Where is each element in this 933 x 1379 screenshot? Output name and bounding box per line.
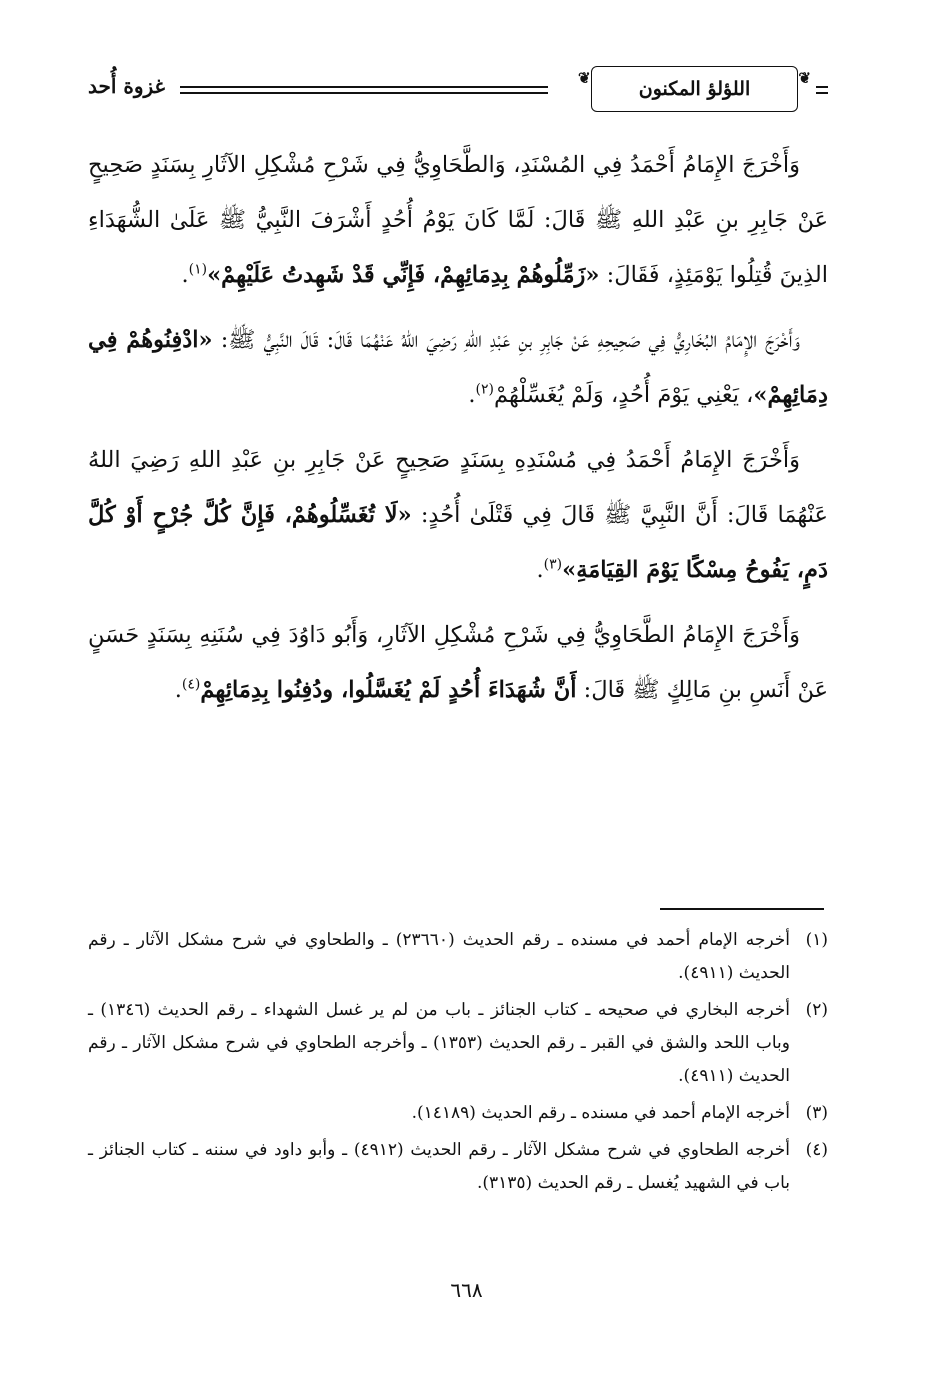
footnote-ref[interactable]: (٤) — [181, 676, 201, 693]
paragraph-end: . — [468, 382, 476, 408]
footnote-text: أخرجه الإمام أحمد في مسنده ـ رقم الحديث (١٤١٨٩). — [411, 1103, 790, 1123]
footnote-ref[interactable]: (٣) — [543, 556, 563, 573]
footnote-number: (١) — [805, 930, 828, 950]
hadith-quote: أَنَّ شُهَدَاءَ أُحُدٍ لَمْ يُغَسَّلُوا، ودُفِنُوا بِدِمَائِهِمْ — [200, 677, 577, 703]
footnote-text: أخرجه البخاري في صحيحه ـ كتاب الجنائز ـ باب من لم ير غسل الشهداء ـ رقم الحديث (١٣٤٦) ـ وباب اللحد والشق في القبر ـ رقم الحديث (١٣٥٣) ـ وأخرجه الطحاوي في شرح مشكل الآثار ـ رقم الحديث (٤٩١١). — [88, 1000, 790, 1086]
ornament-icon: ❦ — [578, 69, 591, 87]
footnotes — [88, 924, 828, 1204]
footnote-ref[interactable]: (١) — [188, 261, 208, 278]
chapter-title: غزوة أُحد — [88, 74, 166, 98]
footnote-number: (٤) — [805, 1140, 828, 1160]
hadith-quote: «لَا تُغَسِّلُوهُمْ، فَإِنَّ كُلَّ جُرْحٍ أَوْ كُلَّ دَمٍ، يَفُوحُ مِسْكًا يَوْمَ القِيَامَةِ» — [88, 502, 828, 583]
ornament-icon: ❦ — [798, 69, 811, 87]
paragraph-end: . — [174, 677, 182, 703]
footnote — [88, 924, 828, 990]
paragraph-text: ، يَعْنِي يَوْمَ أُحُدٍ، وَلَمْ يُغَسِّلْهُمْ — [493, 382, 754, 408]
paragraph-end: . — [181, 262, 189, 288]
book-title-cartouche — [578, 66, 811, 112]
paragraph — [88, 313, 828, 423]
paragraph-text: وَأَخْرَجَ الإِمَامُ الطَّحَاوِيُّ فِي شَرْحِ مُشْكِلِ الآثَارِ، وَأَبُو دَاوُدَ فِي سُنَنِهِ بِسَنَدٍ حَسَنٍ عَنْ أَنَسِ بنِ مَالِكٍ ﷺ قَالَ: — [88, 622, 828, 703]
paragraph — [88, 608, 828, 718]
main-text — [88, 138, 828, 728]
paragraph-end: . — [536, 557, 544, 583]
running-header — [88, 60, 828, 122]
footnote-ref[interactable]: (٢) — [475, 381, 494, 398]
paragraph-text: وَأَخْرَجَ الإِمَامُ أَحْمَدُ فِي المُسْنَدِ، وَالطَّحَاوِيُّ فِي شَرْحِ مُشْكِلِ الآثَارِ بِسَنَدٍ صَحِيحٍ عَنْ جَابِرِ بنِ عَبْدِ اللهِ ﷺ قَالَ: لَمَّا كَانَ يَوْمُ أُحُدٍ أَشْرَفَ النَّبِيُّ ﷺ عَلَىٰ الشُّهَدَاءِ الذِينَ قُتِلُوا يَوْمَئِذٍ، فَقَالَ: — [88, 152, 828, 288]
header-rule-right — [816, 86, 828, 94]
footnote-text: أخرجه الطحاوي في شرح مشكل الآثار ـ رقم الحديث (٤٩١٢) ـ وأبو داود في سننه ـ كتاب الجنائز ـ باب في الشهيد يُغسل ـ رقم الحديث (٣١٣٥). — [88, 1140, 790, 1193]
book-title: اللؤلؤ المكنون — [638, 78, 751, 100]
footnote-number: (٢) — [805, 1000, 828, 1020]
footnote-text: أخرجه الإمام أحمد في مسنده ـ رقم الحديث (٢٣٦٦٠) ـ والطحاوي في شرح مشكل الآثار ـ رقم الحديث (٤٩١١). — [88, 930, 790, 983]
footnote-number: (٣) — [805, 1103, 828, 1123]
paragraph-text: وَأَخْرَجَ الإِمَامُ البُخَارِيُّ فِي صَحِيحِهِ عَنْ جَابِرِ بنِ عَبْدِ اللهِ رَضِيَ اللهُ عَنْهُمَا قَالَ: قَالَ النَّبِيُّ ﷺ: — [212, 327, 801, 353]
paragraph-text: وَأَخْرَجَ الإِمَامُ أَحْمَدُ فِي مُسْنَدِهِ بِسَنَدٍ صَحِيحٍ عَنْ جَابِرِ بنِ عَبْدِ اللهِ رَضِيَ اللهُ عَنْهُمَا قَالَ: أَنَّ النَّبِيَّ ﷺ قَالَ فِي قَتْلَىٰ أُحُدٍ: — [88, 447, 828, 528]
footnote — [88, 994, 828, 1093]
page-number: ٦٦٨ — [450, 1278, 483, 1302]
footnote-separator — [660, 908, 824, 910]
hadith-quote: «ادْفِنُوهُمْ فِي دِمَائِهِمْ» — [88, 327, 828, 408]
paragraph — [88, 433, 828, 598]
footnote — [88, 1134, 828, 1200]
paragraph — [88, 138, 828, 303]
hadith-quote: «زَمِّلُوهُمْ بِدِمَائِهِمْ، فَإِنِّي قَدْ شَهِدتُ عَلَيْهِمْ» — [207, 262, 600, 288]
footnote — [88, 1097, 828, 1130]
header-rule-left — [180, 86, 548, 94]
